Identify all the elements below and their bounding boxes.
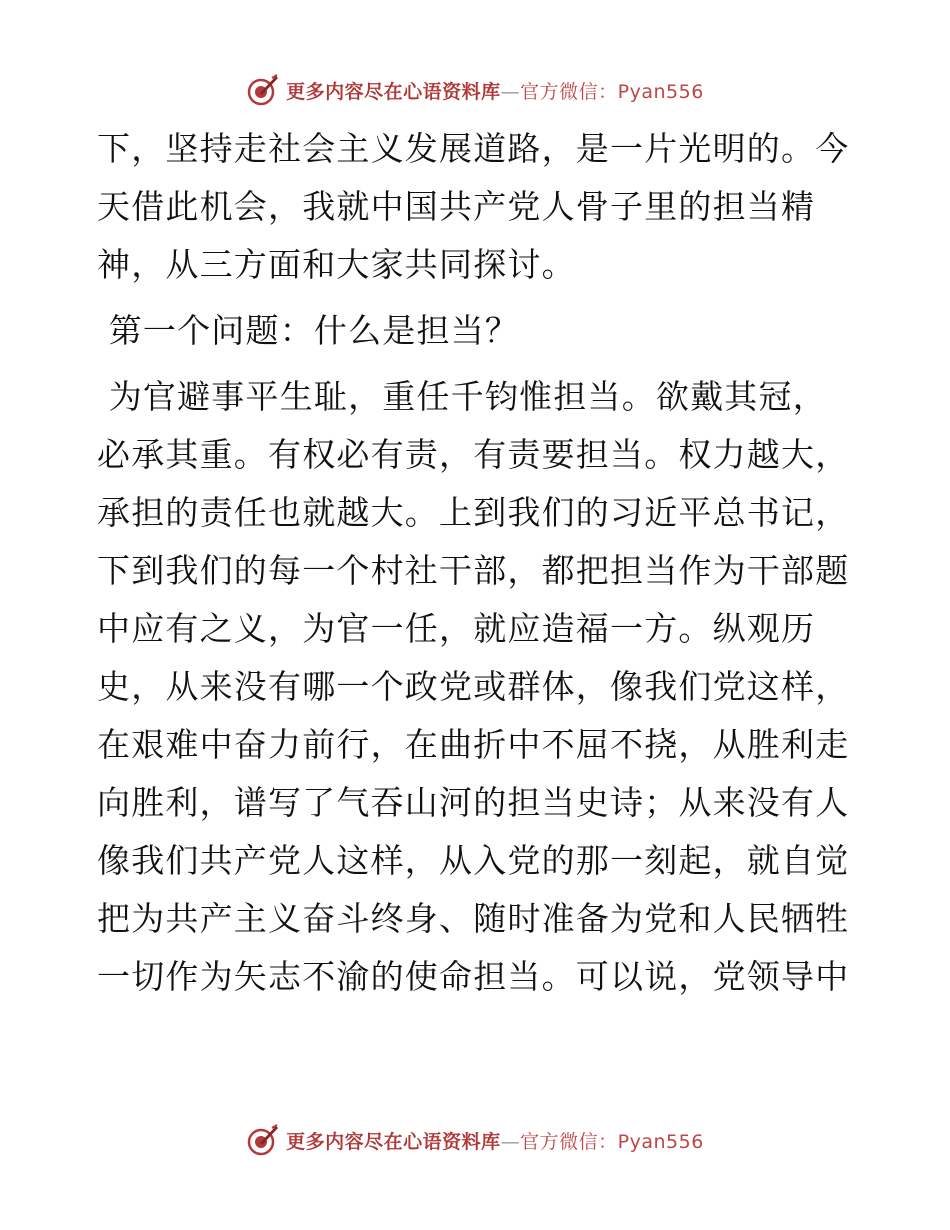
header-banner	[0, 70, 950, 110]
section-heading	[97, 302, 857, 360]
text-line: 必承其重。有权必有责，有责要担当。权力越大，	[97, 435, 850, 474]
text-line: 神，从三方面和大家共同探讨。	[97, 245, 576, 284]
text-line: 天借此机会，我就中国共产党人骨子里的担当精	[97, 187, 816, 226]
text-line: 像我们共产党人这样，从入党的那一刻起，就自觉	[97, 841, 850, 880]
text-line: 下到我们的每一个村社干部，都把担当作为干部题	[97, 551, 850, 590]
banner-text: 更多内容尽在心语资料库—官方微信：Pyan556	[286, 80, 704, 103]
quill-logo-icon	[246, 1123, 280, 1157]
text-line: 中应有之义，为官一任，就应造福一方。纵观历	[97, 609, 816, 648]
text-line: 把为共产主义奋斗终身、随时准备为党和人民牺牲	[97, 899, 850, 938]
paragraph	[97, 368, 857, 1006]
text-line: 在艰难中奋力前行，在曲折中不屈不挠，从胜利走	[97, 725, 850, 764]
text-line: 为官避事平生耻，重任千钧惟担当。欲戴其冠，	[97, 377, 827, 416]
footer-banner	[0, 1120, 950, 1160]
text-line: 第一个问题：什么是担当？	[97, 311, 520, 350]
banner-text: 更多内容尽在心语资料库—官方微信：Pyan556	[286, 1130, 704, 1153]
text-line: 下，坚持走社会主义发展道路，是一片光明的。今	[97, 129, 850, 168]
text-line: 史，从来没有哪一个政党或群体，像我们党这样，	[97, 667, 850, 706]
paragraph	[97, 120, 857, 294]
text-line: 承担的责任也就越大。上到我们的习近平总书记，	[97, 493, 850, 532]
quill-logo-icon	[246, 73, 280, 107]
text-line: 向胜利，谱写了气吞山河的担当史诗；从来没有人	[97, 783, 850, 822]
text-line: 一切作为矢志不渝的使命担当。可以说，党领导中	[97, 957, 850, 996]
document-body	[97, 120, 857, 1006]
